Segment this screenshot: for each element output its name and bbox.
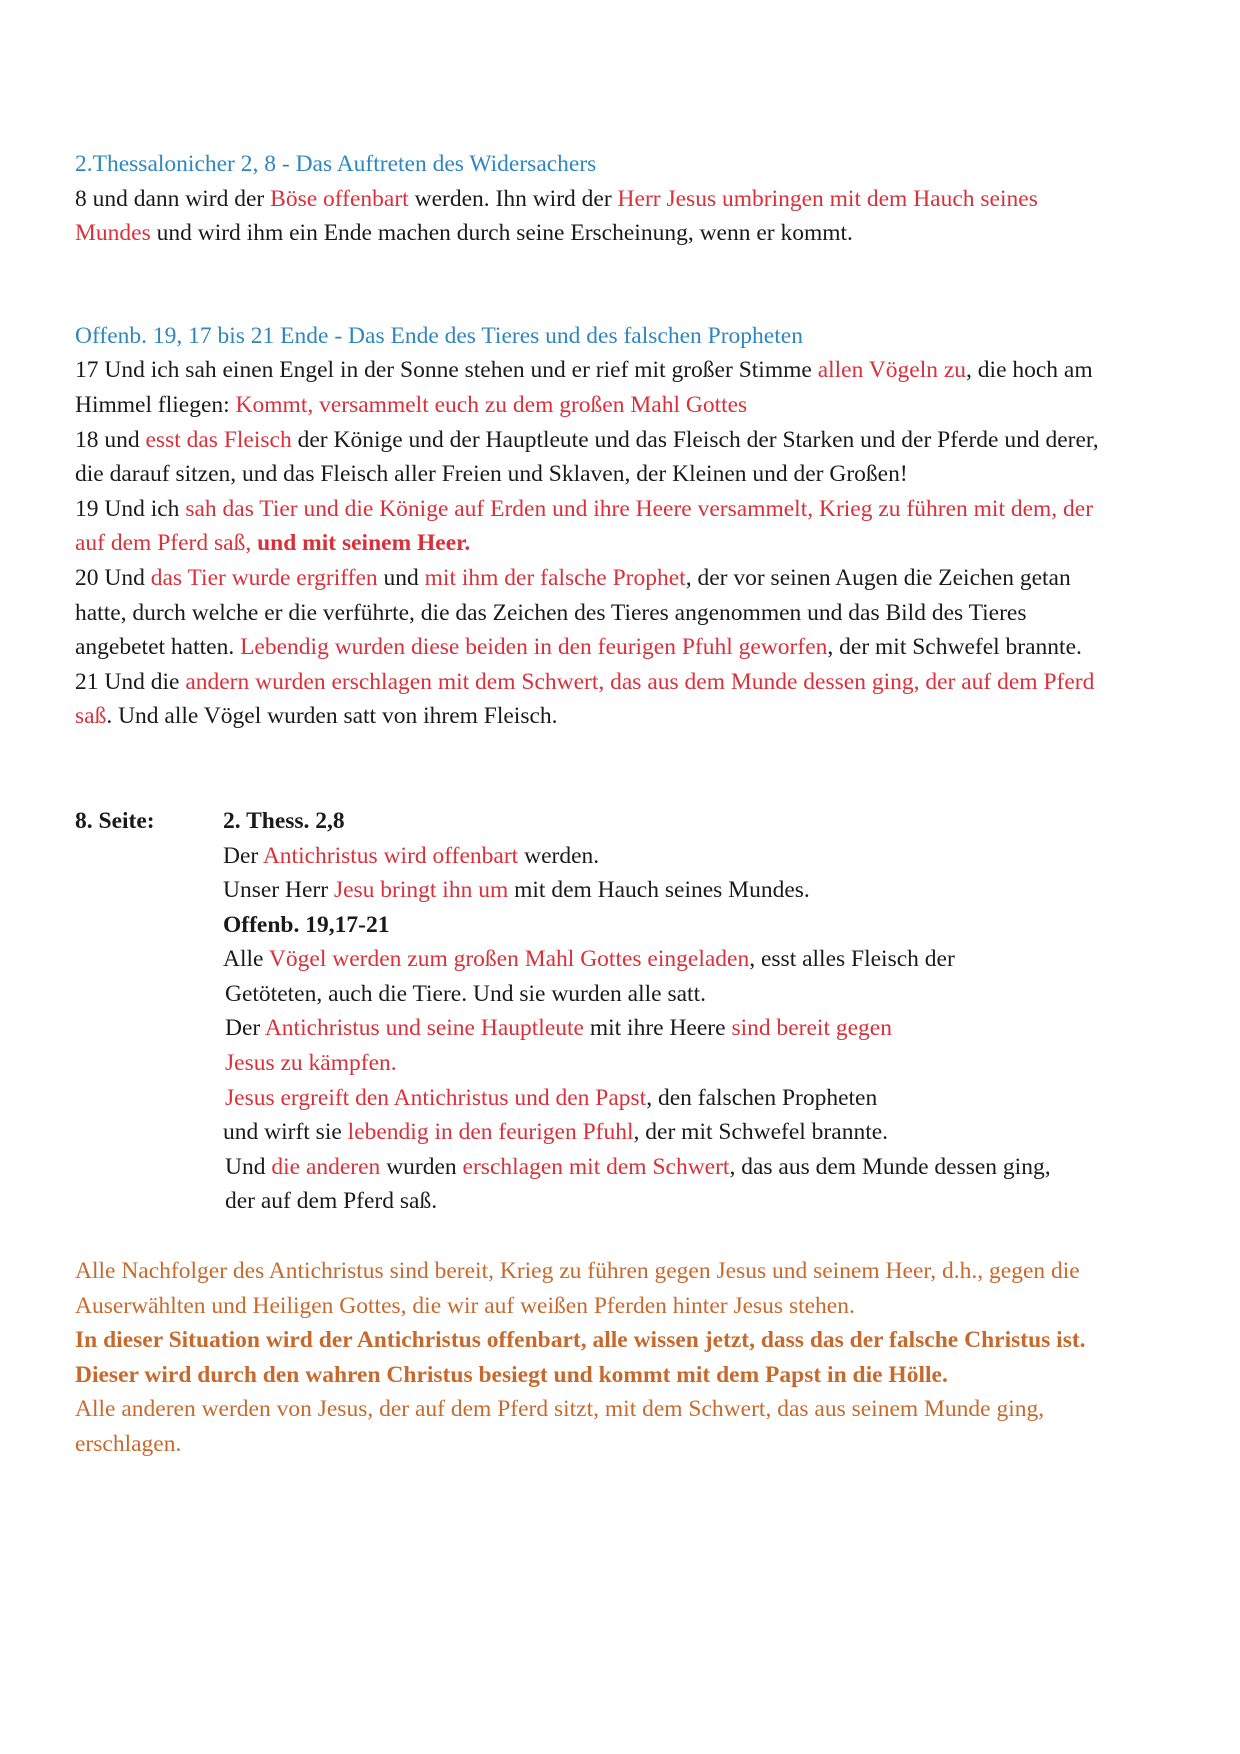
text-line <box>223 977 1175 1012</box>
text-line <box>223 942 1175 977</box>
section-revelation <box>75 319 1175 734</box>
text-run: Der <box>223 842 263 869</box>
text-run: die darauf sitzen, und das Fleisch aller Freien und Sklaven, der Kleinen und der Großen! <box>75 461 908 488</box>
section-thessalonians <box>75 147 1175 251</box>
text-run: und <box>377 564 425 591</box>
highlighted-text: Herr Jesus umbringen mit dem Hauch seines <box>617 185 1038 212</box>
highlighted-text: erschlagen mit dem Schwert <box>462 1153 730 1180</box>
text-run: und wirft sie <box>223 1119 348 1146</box>
summary-body <box>223 804 1175 1219</box>
highlighted-text: Böse offenbart <box>270 185 409 212</box>
text-run: , esst alles Fleisch der <box>749 946 955 973</box>
highlighted-text: Jesu bringt ihn um <box>333 877 509 904</box>
section-heading: Offenb. 19, 17 bis 21 Ende - Das Ende des Tieres und des falschen Propheten <box>75 322 803 349</box>
text-run: werden. Ihn wird der <box>408 185 618 212</box>
text-line <box>75 457 1175 492</box>
text-line <box>75 596 1175 631</box>
document-page <box>75 147 1175 1462</box>
text-run: , der vor seinen Augen die Zeichen getan <box>685 564 1071 591</box>
text-line <box>75 1254 1175 1289</box>
text-line <box>223 1184 1175 1219</box>
summary-label: 8. Seite: <box>75 807 155 834</box>
text-line <box>223 1150 1175 1185</box>
text-run: Offenb. 19,17-21 <box>223 911 390 938</box>
highlighted-text: allen Vögeln zu <box>817 357 967 384</box>
highlighted-text: Vögel werden zum großen Mahl Gottes eingeladen <box>268 946 750 973</box>
text-run: Dieser wird durch den wahren Christus besiegt und kommt mit dem Papst in die Hölle. <box>75 1361 948 1388</box>
text-run: , der mit Schwefel brannte. <box>633 1119 889 1146</box>
text-run: Auserwählten und Heiligen Gottes, die wir auf weißen Pferden hinter Jesus stehen. <box>75 1292 855 1319</box>
text-run: Alle anderen werden von Jesus, der auf dem Pferd sitzt, mit dem Schwert, das aus seinem Munde ging, <box>75 1396 1045 1423</box>
text-line <box>75 353 1175 388</box>
text-run: wurden <box>380 1153 463 1180</box>
highlighted-text: sind bereit gegen <box>731 1015 892 1042</box>
text-run: 19 Und ich <box>75 495 186 522</box>
text-run: Und <box>225 1153 272 1180</box>
text-run: , der mit Schwefel brannte. <box>827 634 1082 661</box>
text-line <box>75 665 1175 700</box>
text-line <box>75 388 1175 423</box>
text-run: mit dem Hauch seines Mundes. <box>508 877 810 904</box>
text-run: der Könige und der Hauptleute und das Fleisch der Starken und der Pferde und derer, <box>291 426 1099 453</box>
highlighted-text: andern wurden erschlagen mit dem Schwert, das aus dem Munde dessen ging, der auf dem Pferd <box>185 668 1095 695</box>
text-run: In dieser Situation wird der Antichristus offenbart, alle wissen jetzt, dass das der falsche Christus ist. <box>75 1327 1086 1354</box>
highlighted-text: Antichristus wird offenbart <box>262 842 519 869</box>
text-line <box>75 1323 1175 1358</box>
text-line <box>75 526 1175 561</box>
text-line <box>223 1081 1175 1116</box>
highlighted-text: saß <box>75 703 107 730</box>
text-line <box>223 804 1175 839</box>
text-line <box>75 1392 1175 1427</box>
text-line <box>223 908 1175 943</box>
text-line <box>223 1046 1175 1081</box>
text-run: werden. <box>518 842 600 869</box>
text-run: . Und alle Vögel wurden satt von ihrem Fleisch. <box>106 703 558 730</box>
text-line <box>75 1289 1175 1324</box>
commentary <box>75 1254 1175 1462</box>
text-run: erschlagen. <box>75 1431 182 1457</box>
text-run: der auf dem Pferd saß. <box>225 1188 438 1215</box>
text-line <box>75 182 1175 217</box>
text-run: , das aus dem Munde dessen ging, <box>729 1153 1051 1180</box>
text-run: hatte, durch welche er die verführte, die das Zeichen des Tieres angenommen und das Bild des Tieres <box>75 599 1027 626</box>
text-run: Alle Nachfolger des Antichristus sind bereit, Krieg zu führen gegen Jesus und seinem Heer, d.h., gegen die <box>75 1258 1080 1285</box>
text-run: und wird ihm ein Ende machen durch seine Erscheinung, wenn er kommt. <box>150 220 853 247</box>
highlighted-text: Mundes <box>75 220 151 247</box>
text-line <box>223 873 1175 908</box>
highlighted-text: Lebendig wurden diese beiden in den feurigen Pfuhl geworfen <box>240 634 828 661</box>
highlighted-text: esst das Fleisch <box>145 426 292 453</box>
text-line <box>75 699 1175 734</box>
section-heading: 2.Thessalonicher 2, 8 - Das Auftreten des Widersachers <box>75 151 597 177</box>
text-run: 20 Und <box>75 564 151 591</box>
text-line <box>75 561 1175 596</box>
highlighted-text: Jesus zu kämpfen. <box>225 1050 397 1077</box>
highlighted-text: auf dem Pferd saß, <box>75 530 258 557</box>
verse-block <box>75 182 1175 251</box>
text-run: 21 Und die <box>75 668 186 695</box>
highlighted-text: das Tier wurde ergriffen <box>150 564 378 591</box>
text-line <box>75 492 1175 527</box>
text-run: angebetet hatten. <box>75 634 241 661</box>
text-line <box>75 1358 1175 1393</box>
text-run: Himmel fliegen: <box>75 391 236 418</box>
text-run: 17 Und ich sah einen Engel in der Sonne stehen und er rief mit großer Stimme <box>75 357 818 384</box>
text-run: 8 und dann wird der <box>75 185 271 212</box>
highlighted-text: Jesus ergreift den Antichristus und den Papst <box>225 1084 647 1111</box>
text-line <box>75 216 1175 251</box>
highlighted-text: Kommt, versammelt euch zu dem großen Mahl Gottes <box>235 391 748 418</box>
highlighted-text: und mit seinem Heer. <box>257 530 471 557</box>
text-run: , den falschen Propheten <box>646 1084 878 1111</box>
text-line <box>223 839 1175 874</box>
highlighted-text: Antichristus und seine Hauptleute <box>264 1015 584 1042</box>
text-run: Der <box>225 1015 265 1042</box>
text-run: Alle <box>223 946 269 973</box>
highlighted-text: sah das Tier und die Könige auf Erden und ihre Heere versammelt, Krieg zu führen mit dem, der <box>185 495 1094 522</box>
highlighted-text: lebendig in den feurigen Pfuhl <box>347 1119 634 1146</box>
text-line <box>75 630 1175 665</box>
highlighted-text: die anderen <box>271 1153 381 1180</box>
page-summary <box>75 804 1175 1219</box>
text-run: 18 und <box>75 426 146 453</box>
text-run: 2. Thess. 2,8 <box>223 807 345 834</box>
text-run: mit ihre Heere <box>583 1015 732 1042</box>
text-run: Getöteten, auch die Tiere. Und sie wurden alle satt. <box>225 980 706 1007</box>
highlighted-text: mit ihm der falsche Prophet <box>424 564 686 591</box>
text-run: Unser Herr <box>223 877 334 904</box>
text-run: , die hoch am <box>966 357 1093 384</box>
text-line <box>223 1011 1175 1046</box>
verse-block <box>75 353 1175 734</box>
text-line <box>223 1115 1175 1150</box>
text-line <box>75 1427 1175 1462</box>
text-line <box>75 423 1175 458</box>
